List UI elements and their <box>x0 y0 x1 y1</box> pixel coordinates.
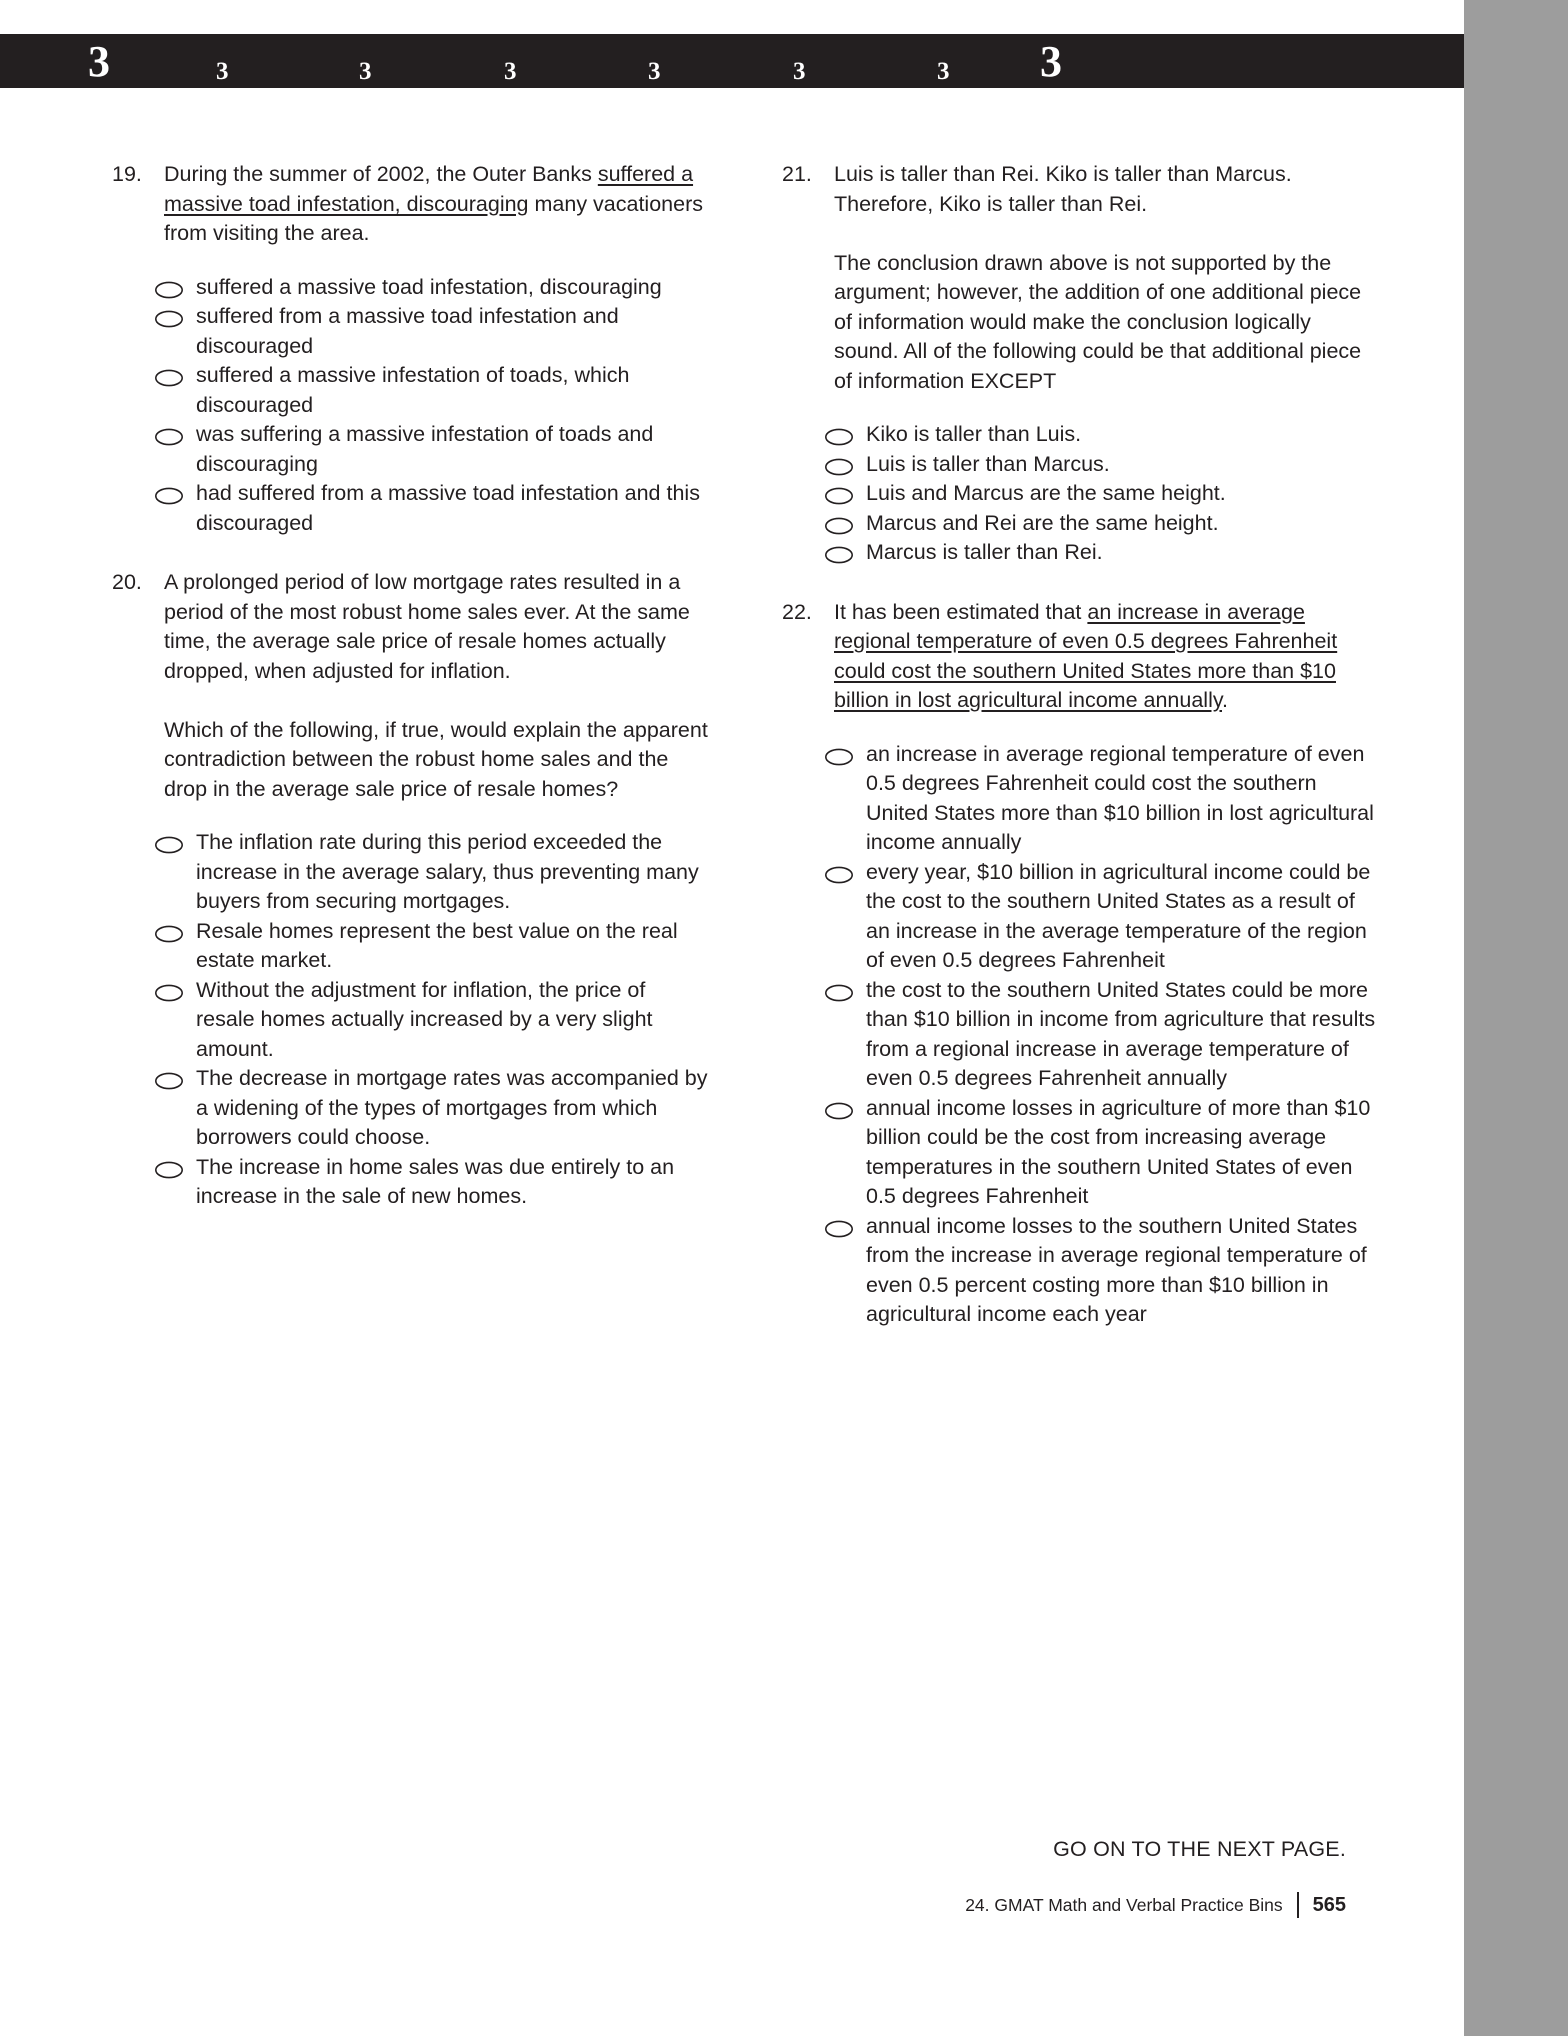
answer-bubble-icon[interactable] <box>824 1094 854 1124</box>
footer-page-number: 565 <box>1312 1893 1346 1916</box>
section-number-mark: 3 <box>937 58 950 85</box>
answer-choice-text: Without the adjustment for inflation, the price of resale homes actually increased by a very slight amount. <box>196 977 653 1061</box>
question-header <box>108 568 708 804</box>
question-stem <box>164 568 708 804</box>
answer-choice-text: Marcus is taller than Rei. <box>866 540 1103 564</box>
question-stem <box>834 598 1378 716</box>
answer-choice[interactable] <box>824 1094 1378 1212</box>
answer-choice-text: The increase in home sales was due entirely to an increase in the sale of new homes. <box>196 1154 675 1208</box>
footer-chapter-label: 24. GMAT Math and Verbal Practice Bins <box>965 1894 1283 1915</box>
answer-bubble-icon[interactable] <box>154 917 184 947</box>
answer-choice-text: suffered from a massive toad infestation and discouraged <box>196 304 619 358</box>
question-header <box>778 598 1378 716</box>
stem-plain-segment: . <box>1222 688 1228 712</box>
answer-bubble-icon[interactable] <box>824 858 854 888</box>
answer-choice-text: every year, $10 billion in agricultural income could be the cost to the southern United States as a result of an increase in the average temperature of the region of even 0.5 degrees Fahrenheit <box>866 859 1371 972</box>
answer-choice-text: Marcus and Rei are the same height. <box>866 510 1219 535</box>
stem-plain-segment: It has been estimated that <box>834 599 1088 624</box>
answer-bubble-icon[interactable] <box>824 740 854 770</box>
section-number-mark: 3 <box>504 58 517 85</box>
answer-choice[interactable] <box>824 420 1378 450</box>
answer-bubble-icon[interactable] <box>154 828 184 858</box>
page-gutter-strip <box>1464 0 1568 2036</box>
answer-bubble-icon[interactable] <box>824 1212 854 1242</box>
answer-choice[interactable] <box>154 302 708 361</box>
answer-choice-text: suffered a massive infestation of toads, which discouraged <box>196 363 630 417</box>
stem-underlined-segment: suffered a massive toad infestation, discouraging <box>164 162 694 216</box>
question-stem-text <box>164 568 708 686</box>
answer-choice-text: The decrease in mortgage rates was accompanied by a widening of the types of mortgages from which borrowers could choose. <box>196 1066 708 1149</box>
answer-choice[interactable] <box>824 479 1378 509</box>
answer-bubble-icon[interactable] <box>154 1153 184 1183</box>
question-block <box>778 160 1378 568</box>
question-stem <box>164 160 708 249</box>
answer-choice-text: annual income losses to the southern United States from the increase in average regional temperature of even 0.5 percent costing more than $10 billion in agricultural income each year <box>866 1213 1367 1326</box>
answer-bubble-icon[interactable] <box>154 361 184 391</box>
answer-choice-text: Luis and Marcus are the same height. <box>866 481 1226 505</box>
answer-choice-text: an increase in average regional temperature of even 0.5 degrees Fahrenheit could cost the southern United States more than $10 billion in lost agricultural income annually <box>866 741 1374 854</box>
column-right <box>778 160 1378 1360</box>
stem-plain-segment: Luis is taller than Rei. Kiko is taller than Marcus. Therefore, Kiko is taller than Rei. <box>834 162 1292 216</box>
question-stem-text <box>164 160 708 249</box>
answer-choice-list <box>154 273 708 539</box>
answer-choice-text: The inflation rate during this period exceeded the increase in the average salary, thus preventing many buyers from securing mortgages. <box>196 830 699 913</box>
answer-bubble-icon[interactable] <box>154 976 184 1006</box>
answer-choice[interactable] <box>154 479 708 538</box>
answer-choice[interactable] <box>824 976 1378 1094</box>
question-prompt: Which of the following, if true, would explain the apparent contradiction between the robust home sales and the drop in the average sale price of resale homes? <box>164 717 708 801</box>
page-footer <box>0 1892 1464 1918</box>
answer-choice[interactable] <box>824 538 1378 568</box>
section-number-mark: 3 <box>648 58 661 85</box>
section-number-mark: 3 <box>359 58 372 85</box>
answer-choice-text: the cost to the southern United States could be more than $10 billion in income from agriculture that results from a regional increase in average temperature of even 0.5 degrees Fahrenheit annually <box>866 977 1376 1090</box>
answer-choice-text: had suffered from a massive toad infestation and this discouraged <box>196 481 700 535</box>
answer-choice[interactable] <box>154 1064 708 1153</box>
stem-underlined-segment: an increase in average regional temperature of even 0.5 degrees Fahrenheit could cost the southern United States more than $10 billion in lost agricultural income annually <box>834 599 1338 712</box>
stem-plain-segment: A prolonged period of low mortgage rates resulted in a period of the most robust home sales ever. At the same time, the average sale price of resale homes actually dropped, when adjusted for inflation. <box>164 570 690 683</box>
answer-bubble-icon[interactable] <box>824 450 854 480</box>
answer-choice[interactable] <box>154 361 708 420</box>
answer-bubble-icon[interactable] <box>154 273 184 303</box>
question-number: 19. <box>112 162 142 186</box>
answer-choice[interactable] <box>154 828 708 917</box>
section-number-mark: 3 <box>216 58 229 85</box>
question-header <box>778 160 1378 396</box>
question-number: 22. <box>782 599 812 624</box>
question-block <box>778 598 1378 1330</box>
answer-choice[interactable] <box>824 858 1378 976</box>
answer-bubble-icon[interactable] <box>824 420 854 450</box>
answer-choice[interactable] <box>154 917 708 976</box>
go-on-notice: GO ON TO THE NEXT PAGE. <box>1053 1837 1346 1861</box>
answer-bubble-icon[interactable] <box>824 538 854 568</box>
answer-bubble-icon[interactable] <box>154 479 184 509</box>
answer-choice-text: suffered a massive toad infestation, discouraging <box>196 274 662 299</box>
question-stem <box>834 160 1378 396</box>
answer-bubble-icon[interactable] <box>154 1064 184 1094</box>
footer-divider <box>1297 1892 1299 1918</box>
answer-choice-text: annual income losses in agriculture of more than $10 billion could be the cost from increasing average temperatures in the southern United States of even 0.5 degrees Fahrenheit <box>866 1095 1371 1208</box>
answer-bubble-icon[interactable] <box>154 420 184 450</box>
answer-choice-text: Kiko is taller than Luis. <box>866 422 1082 446</box>
answer-choice[interactable] <box>154 976 708 1065</box>
answer-choice[interactable] <box>154 1153 708 1212</box>
question-number: 20. <box>112 570 142 594</box>
section-number-mark: 3 <box>88 37 110 86</box>
answer-choice[interactable] <box>824 1212 1378 1330</box>
answer-choice[interactable] <box>154 420 708 479</box>
answer-choice-list <box>154 828 708 1212</box>
answer-choice-text: was suffering a massive infestation of toads and discouraging <box>196 422 654 476</box>
answer-bubble-icon[interactable] <box>154 302 184 332</box>
answer-choice-text: Luis is taller than Marcus. <box>866 451 1110 476</box>
question-header <box>108 160 708 249</box>
column-left <box>108 160 708 1242</box>
question-stem-text <box>834 598 1378 716</box>
answer-choice-list <box>824 740 1378 1330</box>
answer-bubble-icon[interactable] <box>824 976 854 1006</box>
stem-plain-segment: many vacationers from visiting the area. <box>164 191 703 245</box>
answer-choice[interactable] <box>824 450 1378 480</box>
answer-choice[interactable] <box>824 740 1378 858</box>
question-block <box>108 160 708 538</box>
answer-choice[interactable] <box>154 273 708 303</box>
question-prompt: The conclusion drawn above is not supported by the argument; however, the addition of one additional piece of information would make the conclusion logically sound. All of the following could be that additional piece of information EXCEPT <box>834 250 1362 393</box>
question-stem-text <box>834 160 1378 219</box>
section-number-mark: 3 <box>1040 37 1062 86</box>
answer-bubble-icon[interactable] <box>824 479 854 509</box>
stem-plain-segment: During the summer of 2002, the Outer Banks <box>164 162 598 186</box>
question-number: 21. <box>782 162 812 186</box>
answer-choice[interactable] <box>824 509 1378 539</box>
answer-choice-list <box>824 420 1378 568</box>
answer-bubble-icon[interactable] <box>824 509 854 539</box>
question-block <box>108 568 708 1212</box>
section-number-mark: 3 <box>793 58 806 85</box>
section-header-band <box>0 34 1464 88</box>
answer-choice-text: Resale homes represent the best value on the real estate market. <box>196 918 678 972</box>
